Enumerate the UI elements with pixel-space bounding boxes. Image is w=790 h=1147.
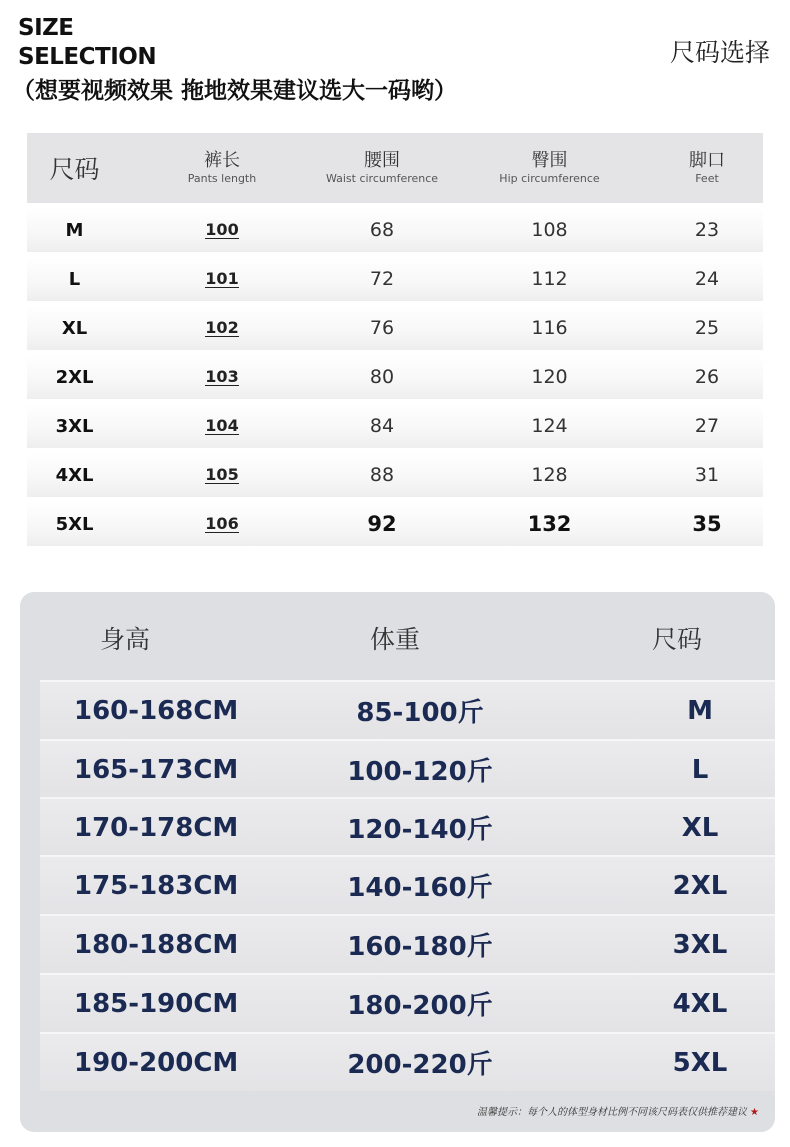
length-value: 102 [205, 317, 239, 337]
size-cell: 5XL [55, 513, 94, 535]
height-cell: 160-168CM [74, 695, 239, 726]
header-size-label: 尺码 [49, 155, 100, 184]
table-row [27, 502, 763, 546]
fit-row [40, 1032, 775, 1091]
header-pants-length-zh: 裤长 [204, 150, 240, 172]
weight-cell: 160-180斤 [347, 932, 493, 962]
length-value: 104 [205, 415, 239, 435]
header-pants-length-en: Pants length [187, 171, 257, 185]
weight-cell: 85-100斤 [356, 698, 484, 728]
weight-cell: 120-140斤 [347, 815, 493, 845]
size-disclaimer-text: 温馨提示：每个人的体型身材比例不同该尺码表仅供推荐建议 [477, 1107, 748, 1118]
weight-cell: 140-160斤 [347, 873, 493, 903]
feet-cell: 35 [692, 512, 722, 536]
table-row [27, 404, 763, 448]
hip-cell: 112 [531, 268, 568, 290]
fit-table-header [20, 592, 775, 680]
fit-size-cell: 4XL [672, 988, 728, 1019]
size-cell: XL [61, 317, 88, 339]
fit-size-cell: L [691, 754, 709, 785]
waist-cell: 88 [369, 464, 395, 486]
fit-row [40, 973, 775, 1032]
height-cell: 170-178CM [74, 812, 239, 843]
feet-cell: 23 [694, 219, 720, 241]
title-line-2: SELECTION [18, 44, 157, 70]
feet-cell: 27 [694, 415, 720, 437]
size-cell: M [65, 219, 84, 241]
table-row [27, 208, 763, 252]
fit-row [40, 855, 775, 914]
table-row [27, 257, 763, 301]
table-row [27, 453, 763, 497]
hip-cell: 116 [531, 317, 568, 339]
header-height: 身高 [100, 625, 151, 654]
size-cell: 3XL [55, 415, 94, 437]
length-value: 103 [205, 366, 239, 386]
fit-row [40, 797, 775, 856]
waist-cell: 84 [369, 415, 395, 437]
size-cell: 2XL [55, 366, 94, 388]
height-cell: 165-173CM [74, 754, 239, 785]
length-cell [167, 502, 277, 546]
fit-row [40, 914, 775, 973]
header-waist-en: Waist circumference [325, 171, 439, 185]
length-cell [167, 208, 277, 252]
table-row [27, 306, 763, 350]
weight-cell: 180-200斤 [347, 991, 493, 1021]
length-value: 101 [205, 268, 239, 288]
feet-cell: 31 [694, 464, 720, 486]
waist-cell: 72 [369, 268, 395, 290]
feet-cell: 24 [694, 268, 720, 290]
fit-size-cell: 3XL [672, 929, 728, 960]
header-feet-en: Feet [695, 171, 719, 185]
weight-cell: 200-220斤 [347, 1050, 493, 1080]
size-table-header [27, 133, 763, 203]
length-cell [167, 404, 277, 448]
length-cell [167, 453, 277, 497]
size-disclaimer [477, 1103, 759, 1118]
fit-size-cell: 5XL [672, 1047, 728, 1078]
waist-cell: 80 [369, 366, 395, 388]
hip-cell: 108 [531, 219, 568, 241]
header-waist-zh: 腰围 [364, 150, 400, 172]
title-line-1: SIZE [18, 15, 74, 41]
header-feet-zh: 脚口 [689, 150, 725, 172]
header-pants-length [167, 133, 277, 203]
weight-cell: 100-120斤 [347, 757, 493, 787]
header-hip [482, 133, 617, 203]
waist-cell: 92 [367, 512, 397, 536]
hip-cell: 120 [531, 366, 568, 388]
feet-cell: 25 [694, 317, 720, 339]
table-row [27, 355, 763, 399]
length-value: 100 [205, 219, 239, 239]
waist-cell: 68 [369, 219, 395, 241]
length-cell [167, 257, 277, 301]
header-size [27, 133, 122, 203]
height-cell: 180-188CM [74, 929, 239, 960]
header-fit-size: 尺码 [652, 625, 703, 654]
size-advice-note: （想要视频效果 拖地效果建议选大一码哟） [12, 78, 458, 104]
height-cell: 190-200CM [74, 1047, 239, 1078]
fit-row [40, 739, 775, 798]
fit-recommendation-panel [20, 592, 775, 1132]
feet-cell: 26 [694, 366, 720, 388]
size-selection-label: 尺码选择 [669, 38, 770, 67]
star-icon: ★ [750, 1107, 759, 1118]
waist-cell: 76 [369, 317, 395, 339]
fit-size-cell: M [687, 695, 713, 726]
fit-row [40, 680, 775, 739]
height-cell: 175-183CM [74, 870, 239, 901]
height-cell: 185-190CM [74, 988, 239, 1019]
fit-size-cell: 2XL [672, 870, 728, 901]
length-value: 106 [205, 513, 239, 533]
hip-cell: 128 [531, 464, 568, 486]
hip-cell: 124 [531, 415, 568, 437]
length-value: 105 [205, 464, 239, 484]
header-hip-zh: 臀围 [531, 150, 568, 172]
size-cell: 4XL [55, 464, 94, 486]
size-measurement-table [27, 133, 763, 546]
size-cell: L [68, 268, 81, 290]
length-cell [167, 355, 277, 399]
header-weight: 体重 [370, 625, 421, 654]
length-cell [167, 306, 277, 350]
fit-size-cell: XL [681, 812, 719, 843]
header-hip-en: Hip circumference [499, 171, 600, 185]
header-waist [312, 133, 452, 203]
header-feet [652, 133, 762, 203]
hip-cell: 132 [527, 512, 572, 536]
